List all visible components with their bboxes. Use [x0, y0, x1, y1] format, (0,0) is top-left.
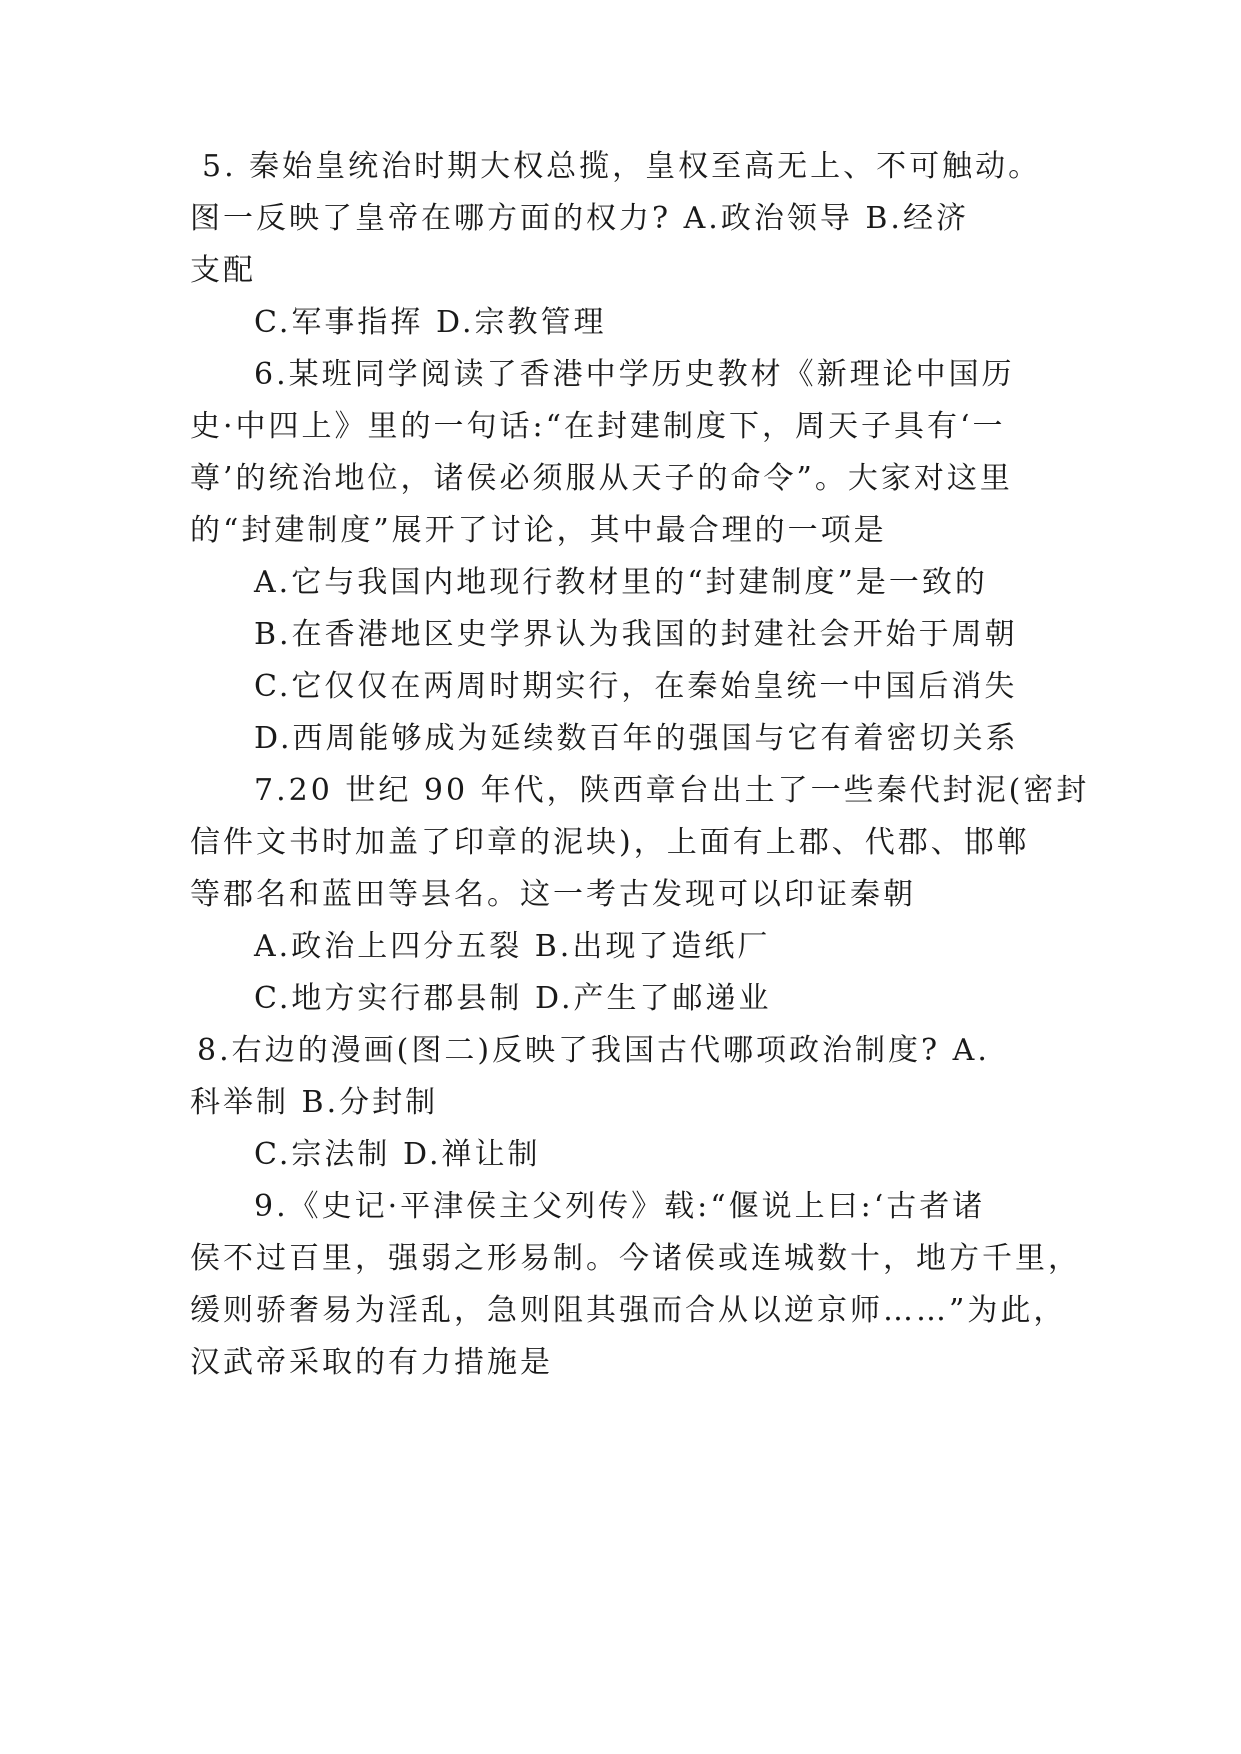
- question-9-line-4: 汉武帝采取的有力措施是: [190, 1345, 553, 1380]
- question-6-line-4: 的“封建制度”展开了讨论，其中最合理的一项是: [190, 513, 887, 548]
- question-8-options: C.宗法制 D.禅让制: [254, 1137, 541, 1172]
- question-7-line-3: 等郡名和蓝田等县名。这一考古发现可以印证秦朝: [190, 877, 916, 912]
- question-6-option-b: B.在香港地区史学界认为我国的封建社会开始于周朝: [254, 617, 1018, 652]
- question-8-line-2: 科举制 B.分封制: [190, 1085, 439, 1120]
- question-6-option-d: D.西周能够成为延续数百年的强国与它有着密切关系: [254, 721, 1019, 756]
- question-5-line-2: 图一反映了皇帝在哪方面的权力? A.政治领导 B.经济: [190, 201, 969, 236]
- question-6-line-3: 尊’的统治地位，诸侯必须服从天子的命令”。大家对这里: [190, 461, 1013, 496]
- question-6-line-1: 6.某班同学阅读了香港中学历史教材《新理论中国历: [254, 357, 1015, 392]
- question-7-options-cd: C.地方实行郡县制 D.产生了邮递业: [254, 981, 772, 1016]
- question-5-options: C.军事指挥 D.宗教管理: [254, 305, 607, 340]
- question-5-line-3: 支配: [190, 253, 256, 288]
- question-7-line-2: 信件文书时加盖了印章的泥块)，上面有上郡、代郡、邯郸: [190, 825, 1030, 860]
- question-6-option-a: A.它与我国内地现行教材里的“封建制度”是一致的: [254, 565, 988, 600]
- question-9-line-3: 缓则骄奢易为淫乱，急则阻其强而合从以逆京师……”为此，: [190, 1293, 1067, 1328]
- question-5-line-1: 5. 秦始皇统治时期大权总揽，皇权至高无上、不可触动。: [202, 149, 1042, 184]
- question-6-line-2: 史·中四上》里的一句话:“在封建制度下，周天子具有‘一: [190, 409, 1006, 444]
- question-7-options-ab: A.政治上四分五裂 B.出现了造纸厂: [254, 929, 771, 964]
- question-9-line-1: 9.《史记·平津侯主父列传》载:“偃说上曰:‘古者诸: [254, 1189, 986, 1224]
- question-6-option-c: C.它仅仅在两周时期实行，在秦始皇统一中国后消失: [254, 669, 1018, 704]
- question-7-line-1: 7.20 世纪 90 年代，陕西章台出土了一些秦代封泥(密封: [254, 773, 1090, 808]
- question-8-line-1: 8.右边的漫画(图二)反映了我国古代哪项政治制度? A.: [197, 1033, 990, 1068]
- question-9-line-2: 侯不过百里，强弱之形易制。今诸侯或连城数十，地方千里，: [190, 1241, 1081, 1276]
